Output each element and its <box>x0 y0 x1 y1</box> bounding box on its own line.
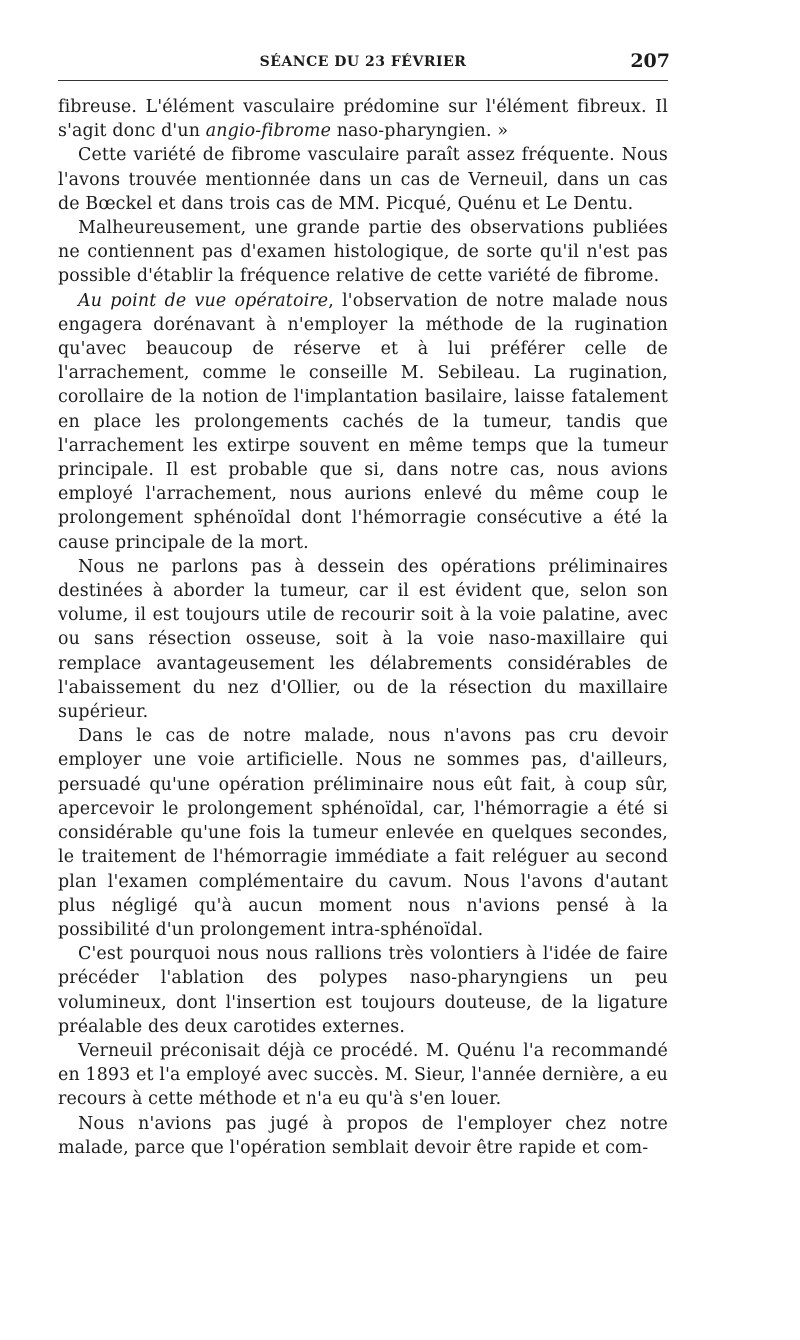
header-rule <box>58 80 668 81</box>
italic-text: Au point de vue opératoire <box>78 290 329 311</box>
text-run: Dans le cas de notre malade, nous n'avons pas cru devoir employer une voie artificielle. Nous ne sommes pas, d'ailleurs, persuadé qu'une opération préliminaire nous eût fait, à coup sûr, apercevoir le prolongement sphénoïdal, car, l'hémorragie a été si considérable qu'une fois la tumeur enlevée en quelques secondes, le traitement de l'hémorragie immédiate a fait reléguer au second plan l'examen complémentaire du cavum. Nous l'avons d'autant plus négligé qu'à aucun moment nous n'avions pensé à la possibilité d'un prolongement intra-sphénoïdal. <box>58 726 668 940</box>
paragraph <box>58 1039 668 1112</box>
page-number: 207 <box>630 50 670 72</box>
page-header <box>58 46 668 80</box>
text-run: Nous n'avions pas jugé à propos de l'employer chez notre malade, parce que l'opération semblait devoir être rapide et com- <box>58 1113 668 1158</box>
paragraph <box>58 289 668 555</box>
paragraph <box>58 724 668 942</box>
text-run: Cette variété de fibrome vasculaire paraît assez fréquente. Nous l'avons trouvée mentionnée dans un cas de Verneuil, dans un cas de Bœckel et dans trois cas de MM. Picqué, Quénu et Le Dentu. <box>58 145 668 214</box>
paragraph <box>58 555 668 724</box>
text-run: C'est pourquoi nous nous rallions très volontiers à l'idée de faire précéder l'ablation des polypes naso-pharyngiens un peu volumineux, dont l'insertion est toujours douteuse, de la ligature préalable des deux carotides externes. <box>58 944 668 1037</box>
text-run: Malheureusement, une grande partie des observations publiées ne contiennent pas d'examen histologique, de sorte qu'il n'est pas possible d'établir la fréquence relative de cette variété de fibrome. <box>58 218 668 287</box>
document-page <box>58 46 668 1160</box>
paragraph <box>58 1112 668 1160</box>
text-run: fibreuse. L'élément vasculaire prédomine sur l'élément fibreux. Il s'agit donc d'un <box>58 97 668 142</box>
text-run: naso-pharyngien. » <box>331 121 509 142</box>
italic-text: angio-fibrome <box>205 121 332 142</box>
paragraph <box>58 143 668 216</box>
running-title: SÉANCE DU 23 FÉVRIER <box>259 54 467 70</box>
body-text <box>58 95 668 1160</box>
paragraph <box>58 95 668 143</box>
text-run: Verneuil préconisait déjà ce procédé. M. Quénu l'a recommandé en 1893 et l'a employé avec succès. M. Sieur, l'année dernière, a eu recours à cette méthode et n'a eu qu'à s'en louer. <box>58 1040 668 1110</box>
text-run: Nous ne parlons pas à dessein des opérations préliminaires destinées à aborder la tumeur, car il est évident que, selon son volume, il est toujours utile de recourir soit à la voie palatine, avec ou sans résection osseuse, soit à la voie naso-maxillaire qui remplace avantageusement les délabrements considérables de l'abaissement du nez d'Ollier, ou de la résection du maxillaire supérieur. <box>58 556 668 723</box>
paragraph <box>58 216 668 289</box>
text-run: , l'observation de notre malade nous engagera dorénavant à n'employer la méthode de la rugination qu'avec beaucoup de réserve et à lui préférer celle de l'arrachement, comme le conseille M. Sebileau. La rugination, corollaire de la notion de l'implantation basilaire, laisse fatalement en place les prolongements cachés de la tumeur, tandis que l'arrachement les extirpe souvent en même temps que la tumeur principale. Il est probable que si, dans notre cas, nous avions employé l'arrachement, nous aurions enlevé du même coup le prolongement sphénoïdal dont l'hémorragie consécutive a été la cause principale de la mort. <box>58 290 668 553</box>
paragraph <box>58 942 668 1039</box>
